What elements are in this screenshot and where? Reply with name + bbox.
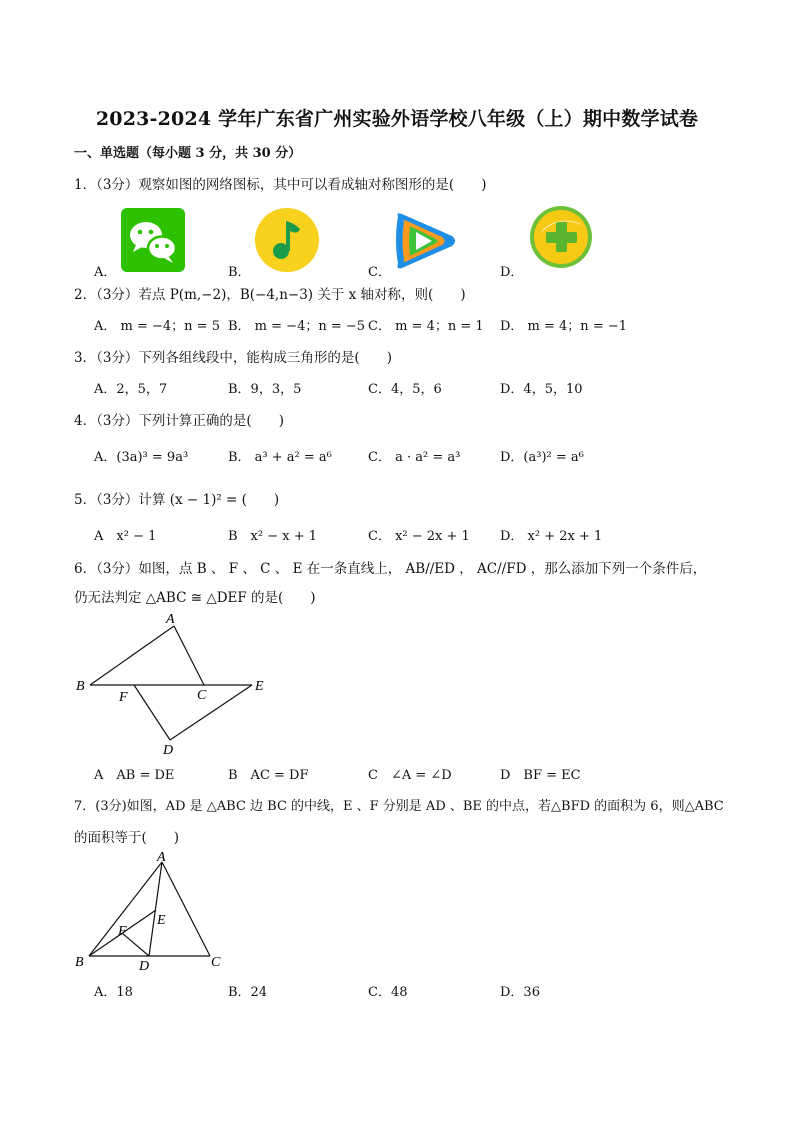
- label-d: D: [163, 743, 174, 758]
- q1-option-d[interactable]: D．: [500, 265, 524, 280]
- q7-option-b[interactable]: B．24: [228, 985, 268, 1000]
- label-a: A: [157, 850, 166, 865]
- label-b: B: [76, 679, 85, 694]
- label-f: F: [119, 690, 128, 705]
- q2-option-c[interactable]: C． m = 4；n = 1: [368, 319, 484, 334]
- label-e: E: [255, 679, 264, 694]
- q4-option-a[interactable]: A．(3a)³ = 9a³: [94, 450, 189, 465]
- section-heading: 一、单选题（每小题 3 分，共 30 分）: [74, 146, 302, 161]
- q6-option-c[interactable]: C ∠A = ∠D: [368, 768, 452, 783]
- question-3-text: 3．（3分）下列各组线段中，能构成三角形的是( ): [74, 350, 392, 366]
- q3-option-d[interactable]: D．4，5，10: [500, 382, 583, 397]
- q3-option-c[interactable]: C．4，5，6: [368, 382, 442, 397]
- question-7-text-cont: 的面积等于( ): [74, 830, 180, 846]
- q4-option-d[interactable]: D．(a³)² = a⁶: [500, 450, 584, 465]
- q1-option-c[interactable]: C．: [368, 265, 391, 280]
- question-6-text-cont: 仍无法判定 △ABC ≅ △DEF 的是( ): [74, 590, 316, 606]
- page-title: 2023-2024 学年广东省广州实验外语学校八年级（上）期中数学试卷: [95, 108, 699, 130]
- question-6-text: 6．（3分）如图，点 B 、 F 、 C 、 E 在一条直线上， AB//ED ， AC//FD ，那么添加下列一个条件后，: [74, 561, 707, 577]
- q7-option-a[interactable]: A．18: [94, 985, 133, 1000]
- q5-option-c[interactable]: C． x² − 2x + 1: [368, 529, 470, 544]
- q7-option-c[interactable]: C．48: [368, 985, 408, 1000]
- q2-option-b[interactable]: B． m = −4；n = −5: [228, 319, 366, 334]
- q7-option-d[interactable]: D．36: [500, 985, 540, 1000]
- q2-option-d[interactable]: D． m = 4；n = −1: [500, 319, 628, 334]
- question-4-text: 4．（3分）下列计算正确的是( ): [74, 413, 284, 429]
- q6-option-a[interactable]: A AB = DE: [94, 768, 175, 783]
- q3-option-a[interactable]: A．2，5，7: [94, 382, 168, 397]
- q4-option-b[interactable]: B． a³ + a² = a⁶: [228, 450, 332, 465]
- q3-option-b[interactable]: B．9，3，5: [228, 382, 302, 397]
- label-c: C: [197, 688, 207, 703]
- q5-option-b[interactable]: B x² − x + 1: [228, 529, 318, 544]
- figure-triangles-q6: [70, 610, 280, 760]
- question-2-text: 2．（3分）若点 P(m,−2)，B(−4,n−3) 关于 x 轴对称，则( ): [74, 287, 466, 303]
- q5-option-d[interactable]: D． x² + 2x + 1: [500, 529, 603, 544]
- q4-option-c[interactable]: C． a · a² = a³: [368, 450, 461, 465]
- label-a: A: [166, 612, 175, 627]
- 360-security-icon: [528, 204, 594, 270]
- question-1-text: 1．（3分）观察如图的网络图标，其中可以看成轴对称图形的是( ): [74, 177, 487, 193]
- figure-triangle-q7: [72, 848, 232, 978]
- label-e: E: [157, 913, 166, 928]
- q5-option-a[interactable]: A x² − 1: [94, 529, 157, 544]
- q6-option-b[interactable]: B AC = DF: [228, 768, 309, 783]
- label-d: D: [139, 959, 150, 974]
- qq-music-icon: [254, 207, 320, 273]
- question-5-text: 5．（3分）计算 (x − 1)² = ( ): [74, 492, 280, 508]
- q2-option-a[interactable]: A． m = −4；n = 5: [94, 319, 220, 334]
- q6-option-d[interactable]: D BF = EC: [500, 768, 581, 783]
- label-f: F: [118, 924, 127, 939]
- q1-option-a[interactable]: A．: [94, 265, 117, 280]
- label-c: C: [211, 955, 221, 970]
- label-b: B: [75, 955, 84, 970]
- wechat-icon: [120, 207, 186, 273]
- q1-option-b[interactable]: B．: [228, 265, 251, 280]
- question-7-text: 7．(3分)如图，AD 是 △ABC 边 BC 的中线，E 、F 分别是 AD 、BE 的中点，若△BFD 的面积为 6，则△ABC: [74, 799, 724, 814]
- tencent-video-icon: [392, 210, 458, 272]
